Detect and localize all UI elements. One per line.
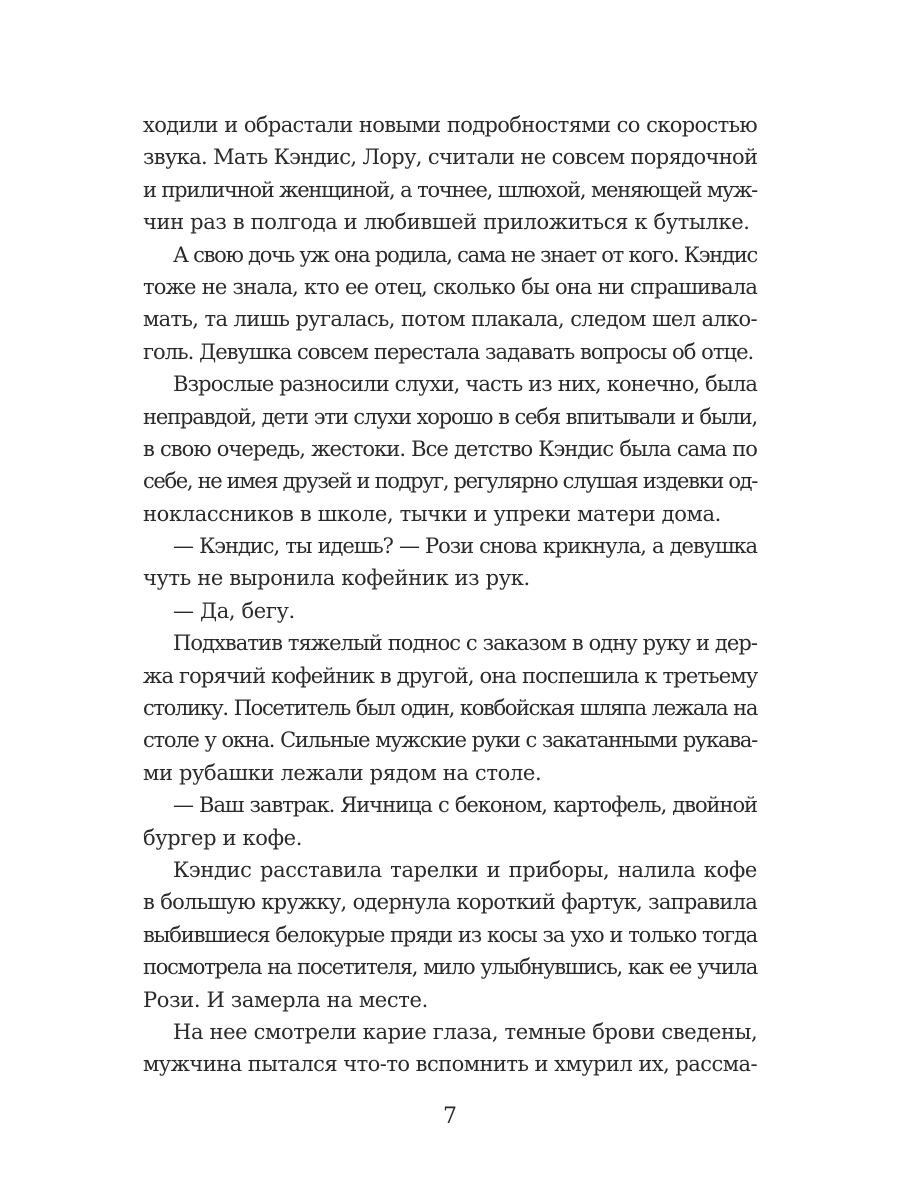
text-line: ноклассников в школе, тычки и упреки матери дома.	[143, 501, 721, 526]
text-line: столе у окна. Сильные мужские руки с закатанными рукава-	[143, 728, 757, 753]
text-line: Кэндис расставила тарелки и приборы, налила кофе	[173, 857, 757, 882]
text-line: А свою дочь уж она родила, сама не знает от кого. Кэндис	[173, 242, 757, 267]
text-line: выбившиеся белокурые пряди из косы за ухо и только тогда	[143, 922, 757, 947]
text-line: Подхватив тяжелый поднос с заказом в одну руку и дер-	[173, 631, 757, 656]
text-line: в большую кружку, одернула короткий фартук, заправила	[143, 890, 757, 915]
text-line: ми рубашки лежали рядом на столе.	[143, 760, 542, 785]
text-line: Рози. И замерла на месте.	[143, 987, 428, 1012]
text-line: неправдой, дети эти слухи хорошо в себя впитывали и были,	[143, 404, 757, 429]
text-line: посмотрела на посетителя, мило улыбнувшись, как ее учила	[143, 955, 757, 980]
page-number: 7	[443, 1104, 457, 1129]
text-line: себе, не имея друзей и подруг, регулярно слушая издевки од-	[143, 469, 757, 494]
text-line: голь. Девушка совсем перестала задавать вопросы об отце.	[143, 339, 754, 364]
text-line: ходили и обрастали новыми подробностями со скоростью	[143, 113, 757, 137]
text-line: мать, та лишь ругалась, потом плакала, следом шел алко-	[143, 307, 757, 332]
text-line: бургер и кофе.	[143, 825, 303, 850]
text-line: и приличной женщиной, а точнее, шлюхой, меняющей муж-	[143, 177, 757, 202]
text-line: столику. Посетитель был один, ковбойская шляпа лежала на	[143, 696, 757, 721]
text-line: На нее смотрели карие глаза, темные брови сведены,	[173, 1019, 758, 1044]
body-text	[143, 109, 757, 1081]
text-line: жа горячий кофейник в другой, она поспешила к третьему	[143, 663, 758, 688]
text-line: звука. Мать Кэндис, Лору, считали не совсем порядочной	[143, 145, 758, 170]
text-line: чуть не выронила кофейник из рук.	[143, 566, 530, 591]
text-line: мужчина пытался что-то вспомнить и хмурил их, рассма-	[143, 1052, 757, 1077]
text-line: чин раз в полгода и любившей приложиться к бутылке.	[143, 210, 750, 235]
text-line: — Да, бегу.	[173, 598, 295, 623]
text-line: — Ваш завтрак. Яичница с беконом, картофель, двойной	[173, 793, 757, 818]
text-line: в свою очередь, жестоки. Все детство Кэндис была сама по	[143, 436, 757, 461]
text-line: Взрослые разносили слухи, часть из них, конечно, была	[173, 372, 757, 397]
text-line: — Кэндис, ты идешь? — Рози снова крикнула, а девушка	[173, 534, 757, 559]
text-line: тоже не знала, кто ее отец, сколько бы она ни спрашивала	[143, 274, 757, 299]
